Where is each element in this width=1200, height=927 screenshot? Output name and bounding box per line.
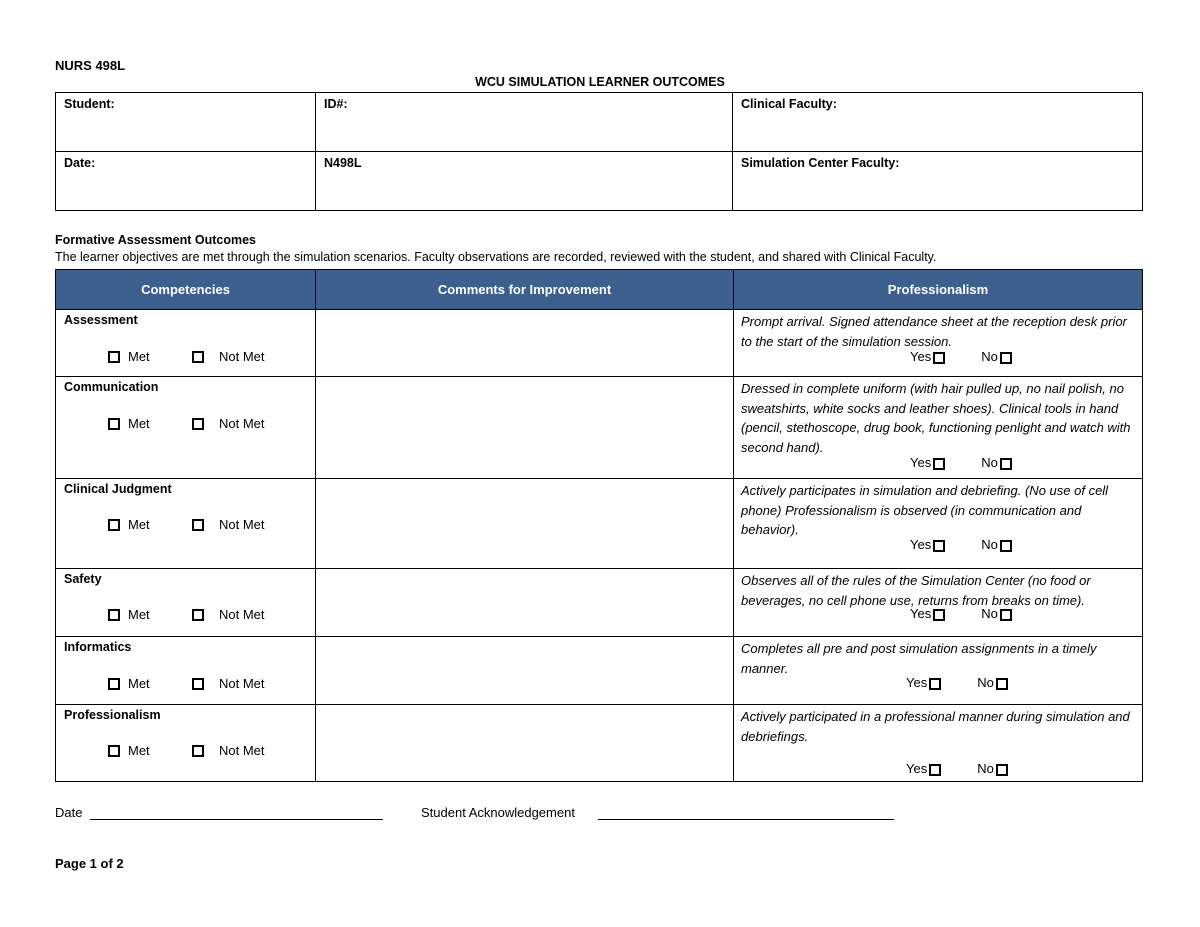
- comments-cell[interactable]: [316, 569, 734, 637]
- met-options: [108, 349, 265, 364]
- no-checkbox[interactable]: [996, 764, 1008, 776]
- professionalism-cell: [734, 310, 1143, 377]
- yes-checkbox[interactable]: [933, 458, 945, 470]
- yes-no-options: [910, 537, 1012, 552]
- student-label: Student:: [64, 97, 115, 111]
- met-checkbox[interactable]: [108, 678, 120, 690]
- page-title: WCU SIMULATION LEARNER OUTCOMES: [475, 75, 725, 89]
- competency-name: Clinical Judgment: [64, 482, 172, 496]
- yes-checkbox[interactable]: [933, 352, 945, 364]
- yes-label: Yes: [910, 349, 932, 364]
- competency-cell: [56, 479, 316, 569]
- not-met-checkbox[interactable]: [192, 745, 204, 757]
- page-number: Page 1 of 2: [55, 856, 124, 871]
- met-label: Met: [128, 743, 150, 758]
- no-label: No: [977, 675, 994, 690]
- yes-checkbox[interactable]: [929, 764, 941, 776]
- yes-checkbox[interactable]: [929, 678, 941, 690]
- met-checkbox[interactable]: [108, 418, 120, 430]
- no-label: No: [981, 606, 998, 621]
- competency-name: Communication: [64, 380, 159, 394]
- yes-no-options: [910, 606, 1012, 621]
- date-label: Date:: [64, 156, 96, 170]
- sim-faculty-field[interactable]: [733, 152, 1143, 211]
- met-checkbox[interactable]: [108, 519, 120, 531]
- professionalism-text: Completes all pre and post simulation assignments in a timely manner.: [741, 641, 1097, 676]
- comments-cell[interactable]: [316, 377, 734, 479]
- date-field[interactable]: [56, 152, 316, 211]
- met-options: [108, 517, 265, 532]
- not-met-checkbox[interactable]: [192, 678, 204, 690]
- comments-cell[interactable]: [316, 705, 734, 782]
- yes-no-options: [906, 761, 1008, 776]
- course-code-label: N498L: [324, 156, 362, 170]
- competency-cell: [56, 637, 316, 705]
- formative-description: The learner objectives are met through the simulation scenarios. Faculty observations are recorded, reviewed with the student, and shared with Clinical Faculty.: [55, 250, 937, 264]
- no-checkbox[interactable]: [1000, 609, 1012, 621]
- not-met-label: Not Met: [219, 676, 265, 691]
- met-checkbox[interactable]: [108, 351, 120, 363]
- met-options: [108, 416, 265, 431]
- competency-cell: [56, 569, 316, 637]
- met-label: Met: [128, 676, 150, 691]
- professionalism-text: Prompt arrival. Signed attendance sheet at the reception desk prior to the start of the simulation session.: [741, 314, 1127, 349]
- yes-label: Yes: [906, 675, 928, 690]
- id-field[interactable]: [316, 93, 733, 152]
- date-signature-line[interactable]: [90, 819, 383, 820]
- yes-label: Yes: [910, 455, 932, 470]
- met-label: Met: [128, 416, 150, 431]
- comments-cell[interactable]: [316, 310, 734, 377]
- sim-faculty-label: Simulation Center Faculty:: [741, 156, 900, 170]
- course-code: NURS 498L: [55, 58, 126, 73]
- not-met-checkbox[interactable]: [192, 519, 204, 531]
- professionalism-cell: [734, 705, 1143, 782]
- professionalism-text: Observes all of the rules of the Simulation Center (no food or beverages, no cell phone use, returns from breaks on time).: [741, 573, 1091, 608]
- professionalism-text: Dressed in complete uniform (with hair pulled up, no nail polish, no sweatshirts, white socks and leather shoes). Clinical tools in hand (pencil, stethoscope, drug book, functioning penlight and watch with second hand).: [741, 381, 1131, 455]
- met-label: Met: [128, 607, 150, 622]
- comments-cell[interactable]: [316, 479, 734, 569]
- professionalism-text: Actively participates in simulation and debriefing. (No use of cell phone) Professionalism is observed (in communication and behavior).: [741, 483, 1109, 537]
- header-comments: Comments for Improvement: [316, 270, 734, 310]
- ack-signature-line[interactable]: [598, 819, 894, 820]
- no-label: No: [981, 349, 998, 364]
- no-checkbox[interactable]: [1000, 458, 1012, 470]
- met-options: [108, 676, 265, 691]
- professionalism-text: Actively participated in a professional manner during simulation and debriefings.: [741, 709, 1130, 744]
- professionalism-cell: [734, 479, 1143, 569]
- not-met-label: Not Met: [219, 517, 265, 532]
- yes-no-options: [910, 455, 1012, 470]
- competency-cell: [56, 310, 316, 377]
- no-label: No: [981, 455, 998, 470]
- footer-date-label: Date: [55, 805, 83, 820]
- not-met-checkbox[interactable]: [192, 418, 204, 430]
- met-options: [108, 743, 265, 758]
- course-code-cell: [316, 152, 733, 211]
- met-options: [108, 607, 265, 622]
- not-met-label: Not Met: [219, 416, 265, 431]
- clinical-faculty-label: Clinical Faculty:: [741, 97, 837, 111]
- not-met-checkbox[interactable]: [192, 609, 204, 621]
- header-competencies: Competencies: [56, 270, 316, 310]
- formative-title: Formative Assessment Outcomes: [55, 233, 257, 247]
- header-professionalism: Professionalism: [734, 270, 1143, 310]
- yes-label: Yes: [910, 537, 932, 552]
- id-label: ID#:: [324, 97, 348, 111]
- met-checkbox[interactable]: [108, 609, 120, 621]
- yes-checkbox[interactable]: [933, 540, 945, 552]
- yes-label: Yes: [910, 606, 932, 621]
- no-checkbox[interactable]: [1000, 540, 1012, 552]
- professionalism-cell: [734, 569, 1143, 637]
- not-met-label: Not Met: [219, 743, 265, 758]
- competency-name: Informatics: [64, 640, 132, 654]
- no-label: No: [977, 761, 994, 776]
- met-label: Met: [128, 349, 150, 364]
- footer-ack-label: Student Acknowledgement: [421, 805, 575, 820]
- professionalism-cell: [734, 637, 1143, 705]
- not-met-label: Not Met: [219, 349, 265, 364]
- competency-name: Safety: [64, 572, 102, 586]
- not-met-label: Not Met: [219, 607, 265, 622]
- student-field[interactable]: [56, 93, 316, 152]
- professionalism-cell: [734, 377, 1143, 479]
- competency-name: Professionalism: [64, 708, 161, 722]
- no-label: No: [981, 537, 998, 552]
- yes-no-options: [906, 675, 1008, 690]
- competency-cell: [56, 377, 316, 479]
- comments-cell[interactable]: [316, 637, 734, 705]
- yes-checkbox[interactable]: [933, 609, 945, 621]
- no-checkbox[interactable]: [996, 678, 1008, 690]
- met-label: Met: [128, 517, 150, 532]
- competency-table: [55, 269, 1143, 782]
- yes-label: Yes: [906, 761, 928, 776]
- competency-cell: [56, 705, 316, 782]
- not-met-checkbox[interactable]: [192, 351, 204, 363]
- clinical-faculty-field[interactable]: [733, 93, 1143, 152]
- student-info-table: [55, 92, 1143, 211]
- competency-name: Assessment: [64, 313, 138, 327]
- yes-no-options: [910, 349, 1012, 364]
- met-checkbox[interactable]: [108, 745, 120, 757]
- no-checkbox[interactable]: [1000, 352, 1012, 364]
